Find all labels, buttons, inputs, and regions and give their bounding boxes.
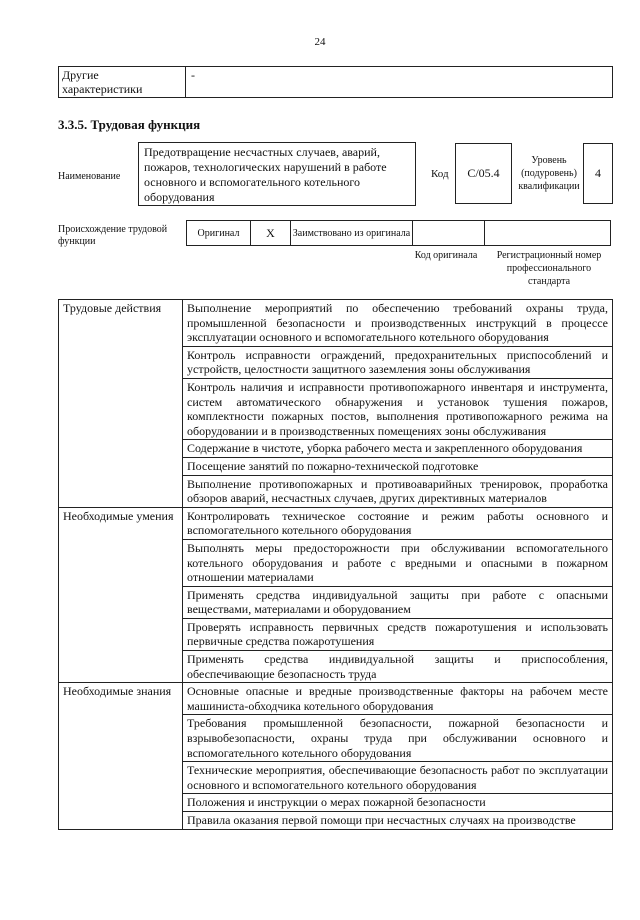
item-cell: Применять средства индивидуальной защиты и приспособления, обеспечивающие безопасность труда — [183, 651, 613, 683]
item-cell: Контроль наличия и исправности противопожарного инвентаря и инструмента, систем автоматического обнаружения и установок тушения пожаров, комплектности пожарных постов, выполнения противопожарного режима на оборудовании и в производственных помещениях зоны обслуживания — [183, 378, 613, 439]
item-cell: Правила оказания первой помощи при несчастных случаях на производстве — [183, 812, 613, 830]
code-value-box: C/05.4 — [455, 143, 512, 204]
origin-code-cell — [413, 221, 485, 245]
other-characteristics-label: Другие характеристики — [59, 67, 186, 97]
item-cell: Содержание в чистоте, уборка рабочего места и закрепленного оборудования — [183, 440, 613, 458]
item-cell: Контроль исправности ограждений, предохранительных приспособлений и устройств, целостности защитного заземления зоны обслуживания — [183, 346, 613, 378]
other-characteristics-table — [58, 66, 613, 98]
origin-table — [186, 220, 611, 246]
reg-number-caption: Регистрационный номер профессионального стандарта — [496, 250, 602, 287]
function-name-box: Предотвращение несчастных случаев, аварий, пожаров, технологических нарушений в работе основного и вспомогательного котельного оборудования — [138, 142, 416, 206]
page-number: 24 — [314, 36, 326, 48]
original-mark: X — [251, 221, 291, 245]
item-cell: Технические мероприятия, обеспечивающие безопасность работ по эксплуатации основного и вспомогательного котельного оборудования — [183, 762, 613, 794]
origin-code-caption: Код оригинала — [414, 250, 478, 261]
item-cell: Выполнять меры предосторожности при обслуживании вспомогательного котельного оборудования и работе с вредными и опасными в пожарном отношении материалами — [183, 539, 613, 586]
labor-function-table-body — [59, 300, 613, 830]
item-cell: Выполнение противопожарных и противоаварийных тренировок, проработка обзоров аварий, несчастных случаев, других директивных материалов — [183, 475, 613, 507]
other-characteristics-value: - — [191, 68, 195, 82]
item-cell: Положения и инструкции о мерах пожарной безопасности — [183, 794, 613, 812]
labor-function-table — [58, 299, 613, 830]
code-label: Код — [431, 168, 449, 180]
item-cell: Проверять исправность первичных средств пожаротушения и использовать первичные средства пожаротушения — [183, 618, 613, 650]
table-row — [59, 507, 613, 539]
item-cell: Применять средства индивидуальной защиты при работе с опасными веществами, материалами и оборудованием — [183, 586, 613, 618]
original-label: Оригинал — [187, 221, 251, 245]
table-row — [59, 300, 613, 347]
item-cell: Основные опасные и вредные производственные факторы на рабочем месте машиниста-обходчика котельного оборудования — [183, 683, 613, 715]
origin-label: Происхождение трудовой функции — [58, 224, 168, 247]
item-cell: Контролировать техническое состояние и режим работы основного и вспомогательного котельного оборудования — [183, 507, 613, 539]
item-cell: Выполнение мероприятий по обеспечению требований охраны труда, промышленной безопасности и производственных инструкций в процессе эксплуатации основного и вспомогательного котельного оборудования — [183, 300, 613, 347]
name-label: Наименование — [58, 171, 121, 182]
item-cell: Посещение занятий по пожарно-технической подготовке — [183, 457, 613, 475]
category-cell: Необходимые знания — [59, 683, 183, 829]
section-title: 3.3.5. Трудовая функция — [58, 117, 201, 132]
qualification-level-box: 4 — [583, 143, 613, 204]
table-row — [59, 683, 613, 715]
category-cell: Трудовые действия — [59, 300, 183, 508]
reg-number-cell — [485, 221, 610, 245]
borrowed-label: Заимствовано из оригинала — [291, 221, 413, 245]
item-cell: Требования промышленной безопасности, пожарной безопасности и взрывобезопасности, охраны труда при обслуживании основного и вспомогательного котельного оборудования — [183, 715, 613, 762]
qualification-level-label: Уровень (подуровень) квалификации — [518, 155, 580, 192]
category-cell: Необходимые умения — [59, 507, 183, 683]
